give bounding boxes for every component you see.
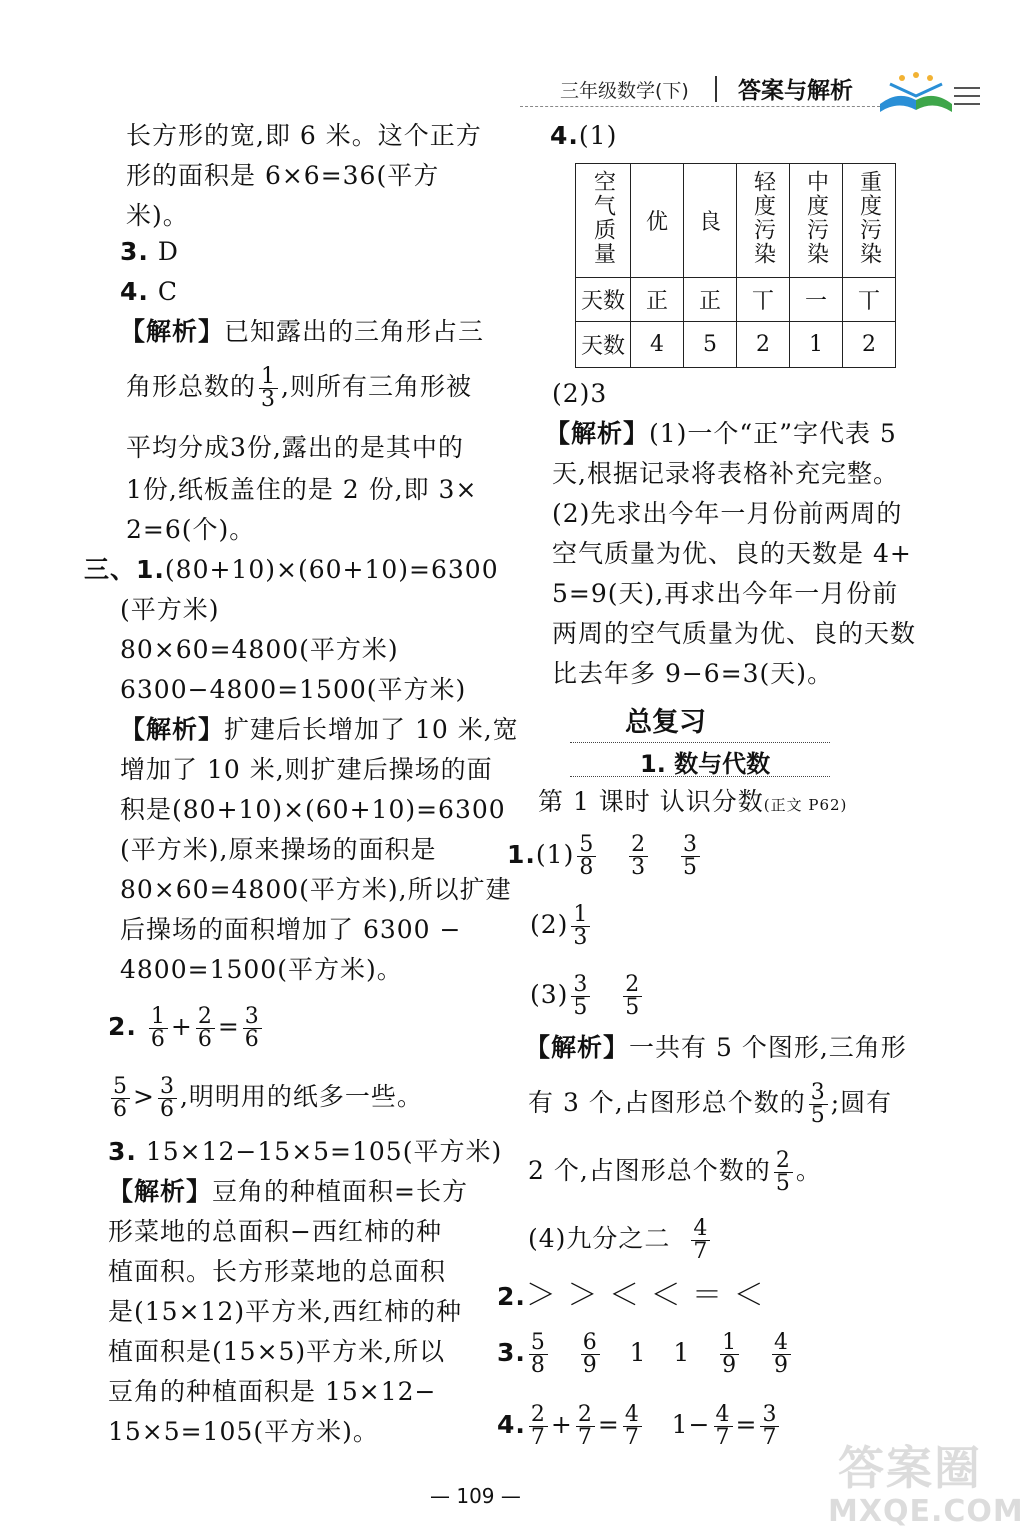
lesson-title (538, 784, 847, 823)
fraction: $\frac{5}{6}$ (113, 1074, 128, 1122)
answer-value: 1 (673, 1338, 691, 1367)
fraction: $\frac{1}{6}$ (150, 1004, 166, 1052)
analysis-line: 积是(80+10)×(60+10)=6300 (120, 795, 506, 824)
analysis-line (528, 1150, 822, 1195)
table-cell: 2 (737, 322, 790, 368)
analysis-line (126, 366, 472, 411)
fraction: $\frac{1}{3}$ (573, 902, 589, 950)
analysis-tag: 【解析】 (108, 1177, 213, 1206)
review-q1-part2 (530, 904, 593, 949)
question-number: 3. (497, 1338, 526, 1367)
table-row (576, 322, 896, 368)
table-cell: 天数 (576, 322, 631, 368)
answer-q4 (120, 274, 178, 310)
question-number: 4. (497, 1410, 526, 1439)
fraction: $\frac{3}{5}$ (573, 972, 589, 1020)
analysis-line: 4800=1500(平方米)。 (120, 955, 403, 984)
watermark-logo: 答案圈 MXQE.COM (828, 1441, 1024, 1529)
operator: > (133, 1082, 155, 1111)
table-cell: 中度污染 (790, 164, 843, 278)
fraction: $\frac{4}{7}$ (693, 1216, 709, 1264)
fraction: $\frac{3}{5}$ (810, 1080, 826, 1128)
answer-value: 1 (629, 1338, 647, 1367)
fraction: $\frac{3}{7}$ (762, 1402, 778, 1450)
fraction: $\frac{5}{8}$ (579, 832, 595, 880)
fraction: $\frac{3}{6}$ (244, 1004, 260, 1052)
analysis-line: 1份,纸板盖住的是 2 份,即 3× (126, 475, 478, 504)
fraction: $\frac{2}{3}$ (631, 832, 647, 880)
fraction: $\frac{5}{8}$ (530, 1330, 546, 1378)
table-cell: 丅 (843, 278, 896, 322)
answer-q3 (120, 234, 179, 270)
review-q1-part1 (507, 834, 703, 879)
operator: = (217, 1012, 240, 1041)
header-separator (715, 76, 717, 102)
air-quality-table (575, 163, 896, 368)
question-number: 1. (136, 555, 165, 584)
unit-title: 1. 数与代数 (640, 750, 771, 778)
fraction: $\frac{6}{9}$ (582, 1330, 598, 1378)
analysis-line: (2)先求出今年一月份前两周的 (552, 499, 903, 528)
analysis-line: 植面积。长方形菜地的总面积 (108, 1257, 447, 1286)
page-number: — 109 — (430, 1484, 521, 1508)
review-q1-part3 (530, 974, 645, 1019)
analysis-line: 豆角的种植面积是 15×12− (108, 1377, 437, 1406)
analysis-line: 5=9(天),再求出今年一月份前 (552, 579, 899, 608)
table-cell: 空气质量 (576, 164, 631, 278)
table-cell: 天数 (576, 278, 631, 322)
analysis-line (120, 712, 519, 748)
section3-q1 (84, 552, 499, 588)
fraction: $\frac{2}{7}$ (577, 1402, 593, 1450)
analysis-text: 2 个,占图形总个数的 (528, 1156, 771, 1185)
answer-value: C (157, 277, 178, 306)
section3-q2 (108, 1006, 265, 1051)
section3-q3 (108, 1134, 502, 1170)
analysis-text: 已知露出的三角形占三 (224, 317, 485, 346)
sub-label: (3) (530, 980, 569, 1009)
operator: = (735, 1410, 758, 1439)
table-cell: 优 (631, 164, 684, 278)
analysis-line: 比去年多 9−6=3(天)。 (552, 659, 834, 688)
analysis-tag: 【解析】 (120, 317, 225, 346)
fraction: $\frac{3}{6}$ (159, 1074, 175, 1122)
table-cell: 轻度污染 (737, 164, 790, 278)
operator: + (550, 1410, 573, 1439)
fraction: $\frac{1}{9}$ (722, 1330, 738, 1378)
operator: = (597, 1410, 620, 1439)
answer-line: (平方米) (120, 595, 220, 624)
text-line: 长方形的宽,即 6 米。这个正方 (126, 121, 482, 150)
answer-text: (4)九分之二 (528, 1224, 671, 1253)
analysis-tag: 【解析】 (545, 419, 650, 448)
analysis-line: 15×5=105(平方米)。 (108, 1417, 379, 1446)
sub-label: (2) (530, 910, 569, 939)
operator: + (170, 1012, 193, 1041)
page-header (520, 72, 990, 112)
analysis-text: ;圆有 (830, 1088, 893, 1117)
fraction: $\frac{2}{5}$ (625, 972, 641, 1020)
analysis-text: 豆角的种植面积=长方 (212, 1177, 468, 1206)
analysis-line (525, 1030, 907, 1066)
comparison-line (108, 1076, 423, 1121)
operator: 1− (671, 1410, 711, 1439)
analysis-text: (1)一个“正”字代表 5 (649, 419, 897, 448)
fraction: $\frac{4}{9}$ (773, 1330, 789, 1378)
analysis-line: 增加了 10 米,则扩建后操场的面 (120, 755, 493, 784)
review-q4 (497, 1404, 782, 1449)
title-rule-bottom (570, 776, 830, 777)
table-cell: 5 (684, 322, 737, 368)
sub-label: (1) (535, 840, 575, 869)
fraction: $\frac{2}{6}$ (197, 1004, 213, 1052)
fraction: $\frac{1}{3}$ (261, 364, 277, 412)
question-number: 3. (108, 1137, 137, 1166)
answer-line: (2)3 (552, 379, 608, 408)
analysis-line: 空气质量为优、良的天数是 4+ (552, 539, 912, 568)
table-cell: 正 (631, 278, 684, 322)
lesson-reference: (正文 P62) (763, 796, 848, 814)
answer-text: ,明明用的纸多一些。 (179, 1082, 423, 1111)
question-number: 4. (550, 121, 579, 150)
lesson-name: 第 1 课时 认识分数 (538, 787, 764, 816)
review-q2 (497, 1278, 765, 1315)
title-rule-top (570, 742, 830, 743)
book-logo-icon (872, 70, 982, 114)
table-cell: 丅 (737, 278, 790, 322)
analysis-line (120, 314, 484, 350)
fraction: $\frac{2}{7}$ (530, 1402, 546, 1450)
analysis-line (108, 1174, 468, 1210)
header-grade: 三年级数学(下) (560, 80, 689, 102)
analysis-line: 后操场的面积增加了 6300 − (120, 915, 462, 944)
analysis-text: 有 3 个,占图形总个数的 (528, 1088, 806, 1117)
analysis-tag: 【解析】 (525, 1033, 630, 1062)
analysis-text: 一共有 5 个图形,三角形 (629, 1033, 907, 1062)
header-rule (520, 106, 880, 107)
table-cell: 正 (684, 278, 737, 322)
table-cell: 重度污染 (843, 164, 896, 278)
analysis-line: 天,根据记录将表格补充完整。 (552, 459, 899, 488)
fraction: $\frac{3}{5}$ (683, 832, 699, 880)
sub-label: (1) (578, 121, 618, 150)
question-number: 2. (497, 1282, 526, 1311)
text-line: 米)。 (126, 201, 189, 230)
answer-line: 80×60=4800(平方米) (120, 635, 399, 664)
table-row (576, 278, 896, 322)
analysis-line (545, 416, 897, 452)
answer-value: ＞ ＞ ＜ ＜ ＝ ＜ (525, 1278, 765, 1313)
answer-line: 6300−4800=1500(平方米) (120, 675, 467, 704)
table-cell: 4 (631, 322, 684, 368)
analysis-line: 两周的空气质量为优、良的天数 (552, 619, 917, 648)
answer-value: 15×12−15×5=105(平方米) (145, 1137, 503, 1166)
text-line: 形的面积是 6×6=36(平方 (126, 161, 440, 190)
table-cell: 良 (684, 164, 737, 278)
analysis-tag: 【解析】 (120, 715, 225, 744)
analysis-line: 80×60=4800(平方米),所以扩建 (120, 875, 512, 904)
review-title: 总复习 (625, 707, 706, 738)
analysis-text: 角形总数的 (126, 372, 257, 401)
analysis-line: 平均分成3份,露出的是其中的 (126, 433, 464, 462)
review-q1-part4 (528, 1218, 713, 1263)
answer-value: D (157, 237, 179, 266)
fraction: $\frac{4}{7}$ (624, 1402, 640, 1450)
analysis-text: ,则所有三角形被 (281, 372, 472, 401)
review-q3 (497, 1332, 794, 1377)
question-number: 1. (507, 840, 536, 869)
fraction: $\frac{2}{5}$ (775, 1148, 791, 1196)
table-cell: 1 (790, 322, 843, 368)
analysis-line: (平方米),原来操场的面积是 (120, 835, 437, 864)
question-number: 4. (120, 277, 149, 306)
analysis-line: 是(15×12)平方米,西红柿的种 (108, 1297, 463, 1326)
right-q4-heading (550, 118, 617, 154)
question-number: 2. (108, 1012, 137, 1041)
section-label: 三、 (84, 555, 137, 584)
analysis-text: 扩建后长增加了 10 米,宽 (224, 715, 519, 744)
table-cell: 一 (790, 278, 843, 322)
table-row (576, 164, 896, 278)
fraction: $\frac{4}{7}$ (715, 1402, 731, 1450)
analysis-line (528, 1082, 892, 1127)
analysis-line: 形菜地的总面积−西红柿的种 (108, 1217, 442, 1246)
header-title: 答案与解析 (738, 78, 853, 104)
analysis-line: 植面积是(15×5)平方米,所以 (108, 1337, 446, 1366)
analysis-text: 。 (795, 1156, 822, 1185)
question-number: 3. (120, 237, 149, 266)
analysis-line: 2=6(个)。 (126, 515, 256, 544)
table-cell: 2 (843, 322, 896, 368)
answer-value: (80+10)×(60+10)=6300 (164, 555, 499, 584)
